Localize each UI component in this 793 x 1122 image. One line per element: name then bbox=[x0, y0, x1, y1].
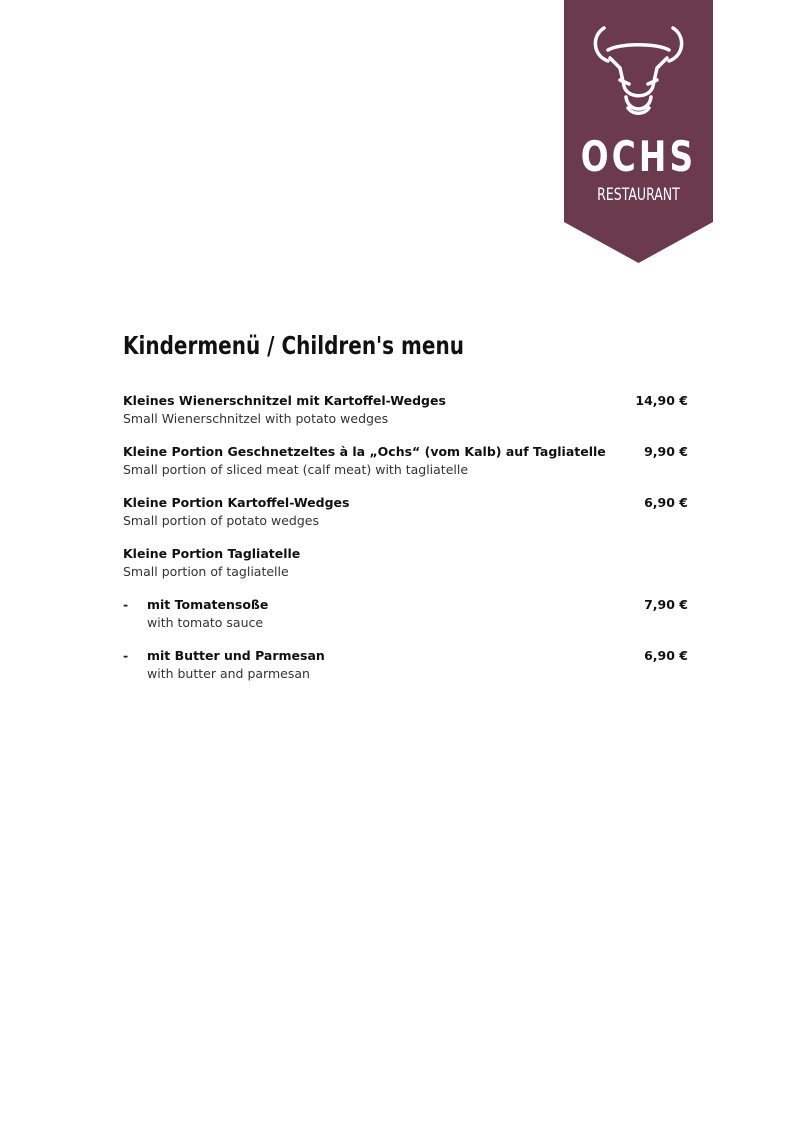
item-name: Kleines Wienerschnitzel mit Kartoffel-Wedges bbox=[123, 393, 446, 408]
menu-list bbox=[123, 392, 688, 698]
item-price: 9,90 € bbox=[644, 444, 688, 459]
item-price: 6,90 € bbox=[644, 495, 688, 510]
bullet-dash: - bbox=[123, 597, 129, 612]
item-description: with butter and parmesan bbox=[147, 666, 310, 681]
bullet-dash: - bbox=[123, 648, 129, 663]
item-name: Kleine Portion Kartoffel-Wedges bbox=[123, 495, 350, 510]
menu-item-geschnetzeltes bbox=[123, 443, 688, 494]
item-price: 14,90 € bbox=[635, 393, 688, 408]
menu-subitem-tomato bbox=[123, 596, 688, 647]
menu-subitem-butter-parmesan bbox=[123, 647, 688, 698]
item-name: mit Butter und Parmesan bbox=[147, 648, 325, 663]
menu-item-schnitzel bbox=[123, 392, 688, 443]
item-price: 6,90 € bbox=[644, 648, 688, 663]
item-description: Small portion of potato wedges bbox=[123, 513, 320, 528]
page-title: Kindermenü / Children's menu bbox=[123, 331, 464, 360]
item-description: Small Wienerschnitzel with potato wedges bbox=[123, 411, 389, 426]
item-name: Kleine Portion Geschnetzeltes à la „Ochs“ (vom Kalb) auf Tagliatelle bbox=[123, 444, 606, 459]
logo-banner bbox=[564, 0, 713, 263]
item-description: with tomato sauce bbox=[147, 615, 264, 630]
logo-subtitle: RESTAURANT bbox=[597, 185, 680, 205]
menu-item-tagliatelle bbox=[123, 545, 688, 596]
logo-name: OCHS bbox=[580, 132, 697, 181]
item-name: Kleine Portion Tagliatelle bbox=[123, 546, 301, 561]
item-description: Small portion of sliced meat (calf meat) with tagliatelle bbox=[123, 462, 469, 477]
item-description: Small portion of tagliatelle bbox=[123, 564, 289, 579]
menu-item-wedges bbox=[123, 494, 688, 545]
item-price: 7,90 € bbox=[644, 597, 688, 612]
item-name: mit Tomatensoße bbox=[147, 597, 269, 612]
